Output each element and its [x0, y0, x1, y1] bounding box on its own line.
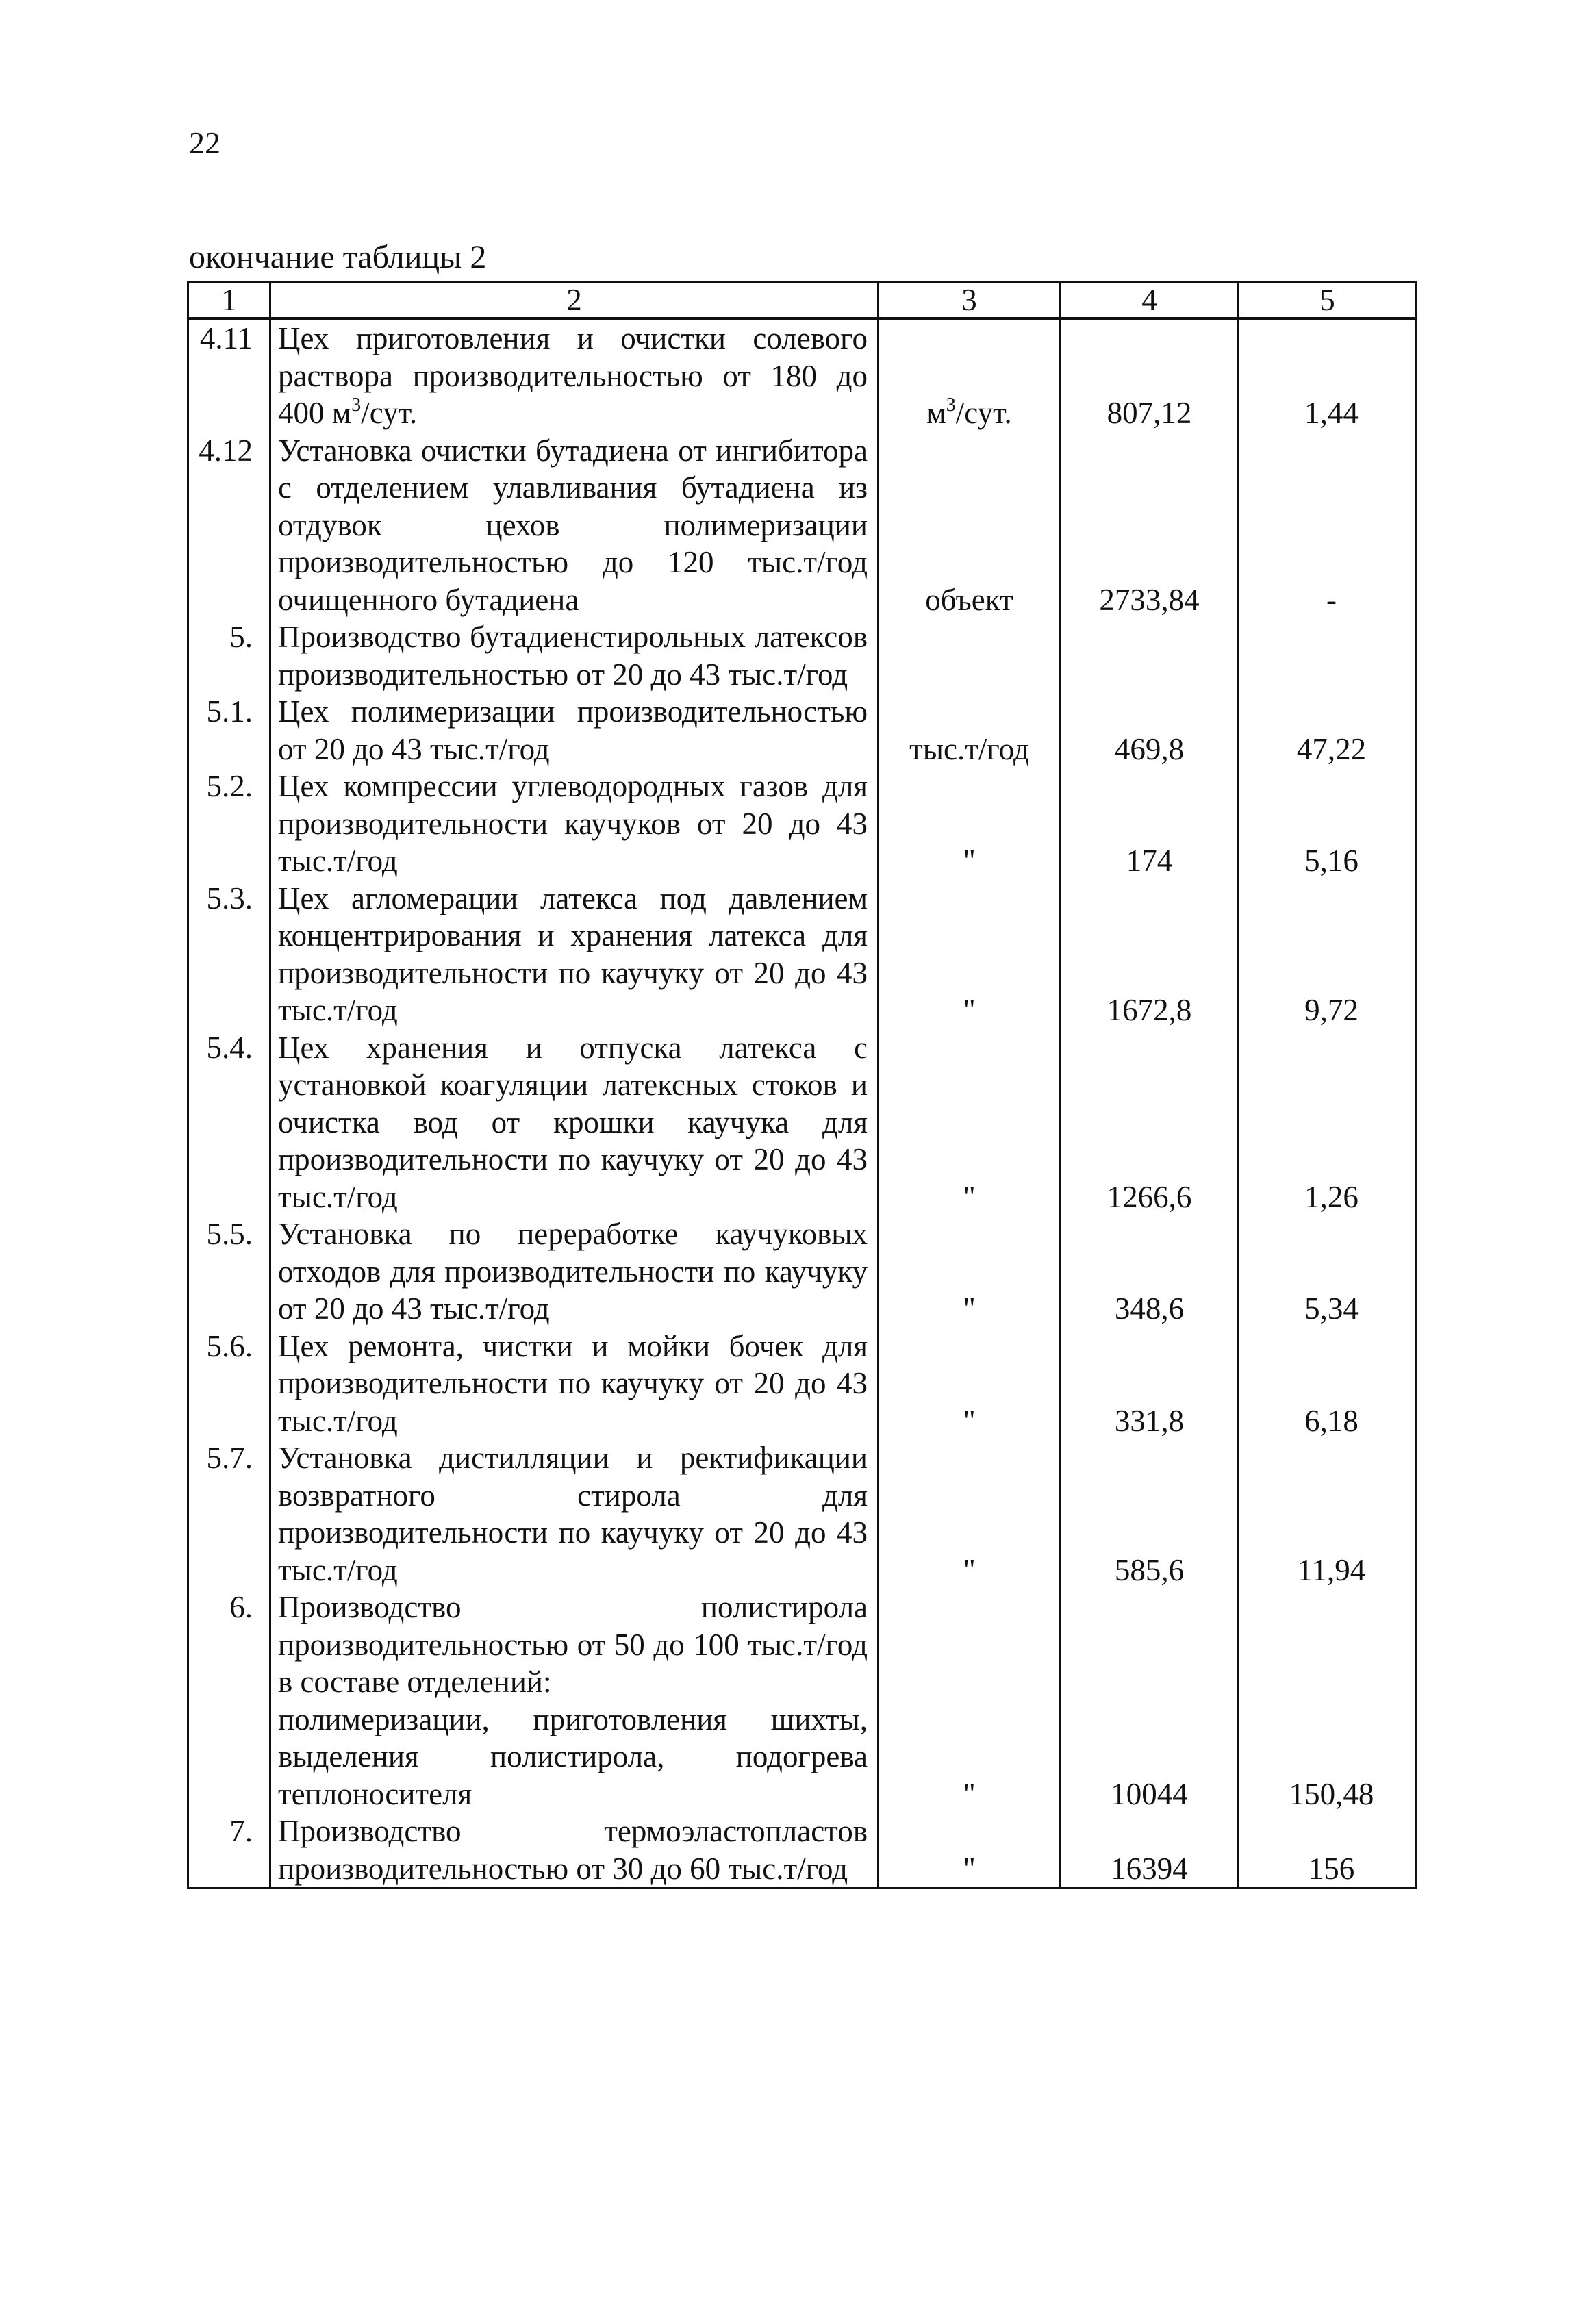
row-share: - — [1239, 432, 1417, 619]
row-number: 4.12 — [188, 432, 270, 619]
row-value: 2733,84 — [1061, 432, 1239, 619]
header-col-2: 2 — [270, 282, 879, 319]
page-number: 22 — [189, 125, 220, 160]
row-unit: объект — [879, 432, 1061, 619]
row-share: 9,72 — [1239, 880, 1417, 1029]
table-row — [188, 318, 1417, 432]
row-name: Цех ремонта, чистки и мойки бочек для производительности по каучуку от 20 до 43 тыс.т/год — [270, 1328, 879, 1440]
row-value: 1266,6 — [1061, 1029, 1239, 1216]
table-row — [188, 1328, 1417, 1440]
row-number: 5.4. — [188, 1029, 270, 1216]
row-unit: " — [879, 1029, 1061, 1216]
row-name-text: Цех приготовления и очистки солевого раствора производительностью от 180 до 400 м — [278, 321, 868, 430]
row-value: 16394 — [1061, 1813, 1239, 1889]
row-unit-text: м — [926, 396, 946, 430]
row-value: 585,6 — [1061, 1439, 1239, 1589]
row-unit-sup: 3 — [946, 394, 956, 416]
table-row — [188, 1439, 1417, 1589]
row-number: 5.3. — [188, 880, 270, 1029]
row-share: 150,48 — [1239, 1589, 1417, 1813]
table-row — [188, 618, 1417, 693]
row-name — [270, 318, 879, 432]
header-col-1: 1 — [188, 282, 270, 319]
row-number: 5.6. — [188, 1328, 270, 1440]
row-unit: " — [879, 1328, 1061, 1440]
row-unit: тыс.т/год — [879, 693, 1061, 768]
row-unit: " — [879, 1813, 1061, 1889]
table-row — [188, 880, 1417, 1029]
row-share: 5,34 — [1239, 1215, 1417, 1328]
header-col-4: 4 — [1061, 282, 1239, 319]
row-value: 10044 — [1061, 1589, 1239, 1813]
row-name: Цех полимеризации производительностью от 20 до 43 тыс.т/год — [270, 693, 879, 768]
row-value: 807,12 — [1061, 318, 1239, 432]
table-row — [188, 768, 1417, 880]
row-name: Установка дистилляции и ректификации возвратного стирола для производительности по каучуку от 20 до 43 тыс.т/год — [270, 1439, 879, 1589]
row-value: 331,8 — [1061, 1328, 1239, 1440]
row-unit: " — [879, 768, 1061, 880]
header-row — [188, 282, 1417, 319]
row-share: 5,16 — [1239, 768, 1417, 880]
table-row — [188, 1589, 1417, 1813]
table-row — [188, 1029, 1417, 1216]
row-unit — [879, 618, 1061, 693]
row-name: Установка по переработке каучуковых отходов для производительности по каучуку от 20 до 43 тыс.т/год — [270, 1215, 879, 1328]
row-number: 5.2. — [188, 768, 270, 880]
table-row — [188, 1813, 1417, 1889]
row-number: 4.11 — [188, 318, 270, 432]
table-header — [188, 282, 1417, 319]
row-share — [1239, 618, 1417, 693]
row-value: 348,6 — [1061, 1215, 1239, 1328]
row-share: 1,44 — [1239, 318, 1417, 432]
row-unit: " — [879, 880, 1061, 1029]
row-share: 11,94 — [1239, 1439, 1417, 1589]
row-value: 1672,8 — [1061, 880, 1239, 1029]
row-unit: " — [879, 1439, 1061, 1589]
row-value: 469,8 — [1061, 693, 1239, 768]
row-name: Цех агломерации латекса под давлением концентрирования и хранения латекса для производительности по каучуку от 20 до 43 тыс.т/год — [270, 880, 879, 1029]
data-table — [187, 281, 1417, 1889]
table-row — [188, 693, 1417, 768]
row-unit: " — [879, 1589, 1061, 1813]
row-number: 5.1. — [188, 693, 270, 768]
row-share: 47,22 — [1239, 693, 1417, 768]
row-name: Производство термоэластопластов производительностью от 30 до 60 тыс.т/год — [270, 1813, 879, 1889]
row-name-text: Производство полистирола производительностью от 50 до 100 тыс.т/год в составе отделений: — [278, 1590, 868, 1699]
header-col-5: 5 — [1239, 282, 1417, 319]
row-unit: " — [879, 1215, 1061, 1328]
row-unit — [879, 318, 1061, 432]
row-name-continuation: полимеризации, приготовления шихты, выделения полистирола, подогрева теплоносителя — [278, 1702, 868, 1811]
row-share: 1,26 — [1239, 1029, 1417, 1216]
row-unit-tail: /сут. — [955, 396, 1012, 430]
row-number: 7. — [188, 1813, 270, 1889]
row-name-sup: 3 — [351, 394, 362, 416]
table-body — [188, 318, 1417, 1889]
row-number: 5. — [188, 618, 270, 693]
table-row — [188, 432, 1417, 619]
table-caption: окончание таблицы 2 — [189, 239, 487, 275]
row-name: Цех хранения и отпуска латекса с установкой коагуляции латексных стоков и очистка вод от крошки каучука для производительности по каучуку от 20 до 43 тыс.т/год — [270, 1029, 879, 1216]
row-number: 6. — [188, 1589, 270, 1813]
row-name: Установка очистки бутадиена от ингибитора с отделением улавливания бутадиена из отдувок цехов полимеризации производительностью до 120 тыс.т/год очищенного бутадиена — [270, 432, 879, 619]
row-share: 156 — [1239, 1813, 1417, 1889]
row-value — [1061, 618, 1239, 693]
row-name: Цех компрессии углеводородных газов для производительности каучуков от 20 до 43 тыс.т/год — [270, 768, 879, 880]
row-name-tail: /сут. — [361, 396, 418, 430]
row-value: 174 — [1061, 768, 1239, 880]
row-number: 5.7. — [188, 1439, 270, 1589]
row-number: 5.5. — [188, 1215, 270, 1328]
table-row — [188, 1215, 1417, 1328]
row-share: 6,18 — [1239, 1328, 1417, 1440]
row-name — [270, 1589, 879, 1813]
row-name: Производство бутадиенстирольных латексов производительностью от 20 до 43 тыс.т/год — [270, 618, 879, 693]
header-col-3: 3 — [879, 282, 1061, 319]
